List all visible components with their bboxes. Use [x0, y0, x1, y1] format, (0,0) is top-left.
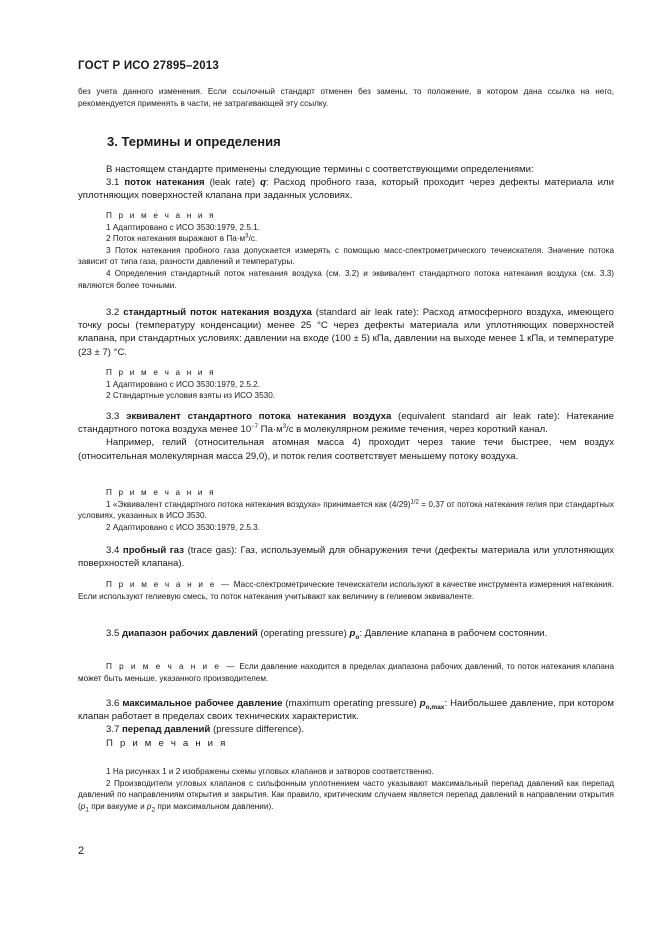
lead-paragraph: В настоящем стандарте применены следующие термины с соответствующими определениями:: [106, 164, 534, 175]
note-item: 1 Адаптировано с ИСО 3530:1979, 2.5.2.: [106, 379, 261, 389]
term-name: поток натекания: [124, 177, 205, 189]
notes-3-1: [78, 210, 614, 291]
standard-header: ГОСТ Р ИСО 27895–2013: [78, 60, 219, 72]
note-item: 1 «Эквивалент стандартного потока натекания воздуха» принимается как $(4/29)^{1/2} = 0,37$ от потока натекания гелия при стандартных условиях, указанных в ИСО 3530.: [78, 498, 614, 521]
intro-paragraph: без учета данного изменения. Если ссылочный стандарт отменен без замены, то положение, в котором дана ссылка на него, рекомендуется применять в части, не затрагивающей эту ссылку.: [78, 87, 614, 108]
terms-3-6-3-7: [78, 697, 614, 750]
term-3-3: 3.3 эквивалент стандартного потока натекания воздуха (equivalent standard air leak rate): Натекание стандартного потока воздуха менее $10^{-7}$ $Па\cdot м^3/с$ в молекулярном режиме течения, через короткий канал. Например, гелий (относительная атомная масса 4) проходит через такие течи быстрее, чем воздух (относительная молекулярная масса 29,0), и поток гелия соответствует меньшему потоку воздуха.: [78, 411, 614, 462]
notes-label: П р и м е ч а н и я: [106, 211, 216, 220]
term-definition: (standard air leak rate): Расход атмосферного воздуха, имеющего точку росы (температуру конденсации) менее 25 °С через дефекты материала или уплотняющих поверхностей клапана, при стандартных условиях: давлении на входе (100 ± 5) кПа, давлении на выходе менее 1 кПа, и температуре (23 ± 7) °С.: [78, 307, 614, 358]
term-3-6: 3.6 максимальное рабочее давление (maximum operating pressure) $p_{o,max}$: Наибольшее давление, при котором клапан работает в пределах своих технических характеристик.: [78, 698, 614, 723]
notes-3-7: [78, 766, 614, 812]
notes-3-2: [78, 367, 614, 402]
term-definition: : Расход пробного газа, который проходит через дефекты материала или уплотняющих поверхностей клапана при заданных условиях.: [78, 177, 614, 202]
notes-3-3: [78, 487, 614, 533]
note-item: 2 Адаптировано с ИСО 3530:1979, 2.5.3.: [106, 522, 261, 532]
note-item: 2 Производители угловых клапанов с сильфонным уплотнением часто указывают максимальный перепад давлений как перепад давлений по направлениям открытия и закрытия. Как правило, критическим случаем является перепад давлений в направлении открытия ($p_1$ при вакууме и $p_2$ при максимальном давлении).: [78, 778, 614, 814]
note-label: П р и м е ч а н и е —: [106, 662, 237, 671]
term-3-1: [78, 176, 614, 202]
note-item: 2 Поток натекания выражают в $Па\cdot м^3/с$.: [106, 233, 258, 244]
notes-label: П р и м е ч а н и я: [106, 737, 228, 749]
note-item: 4 Определения стандартный поток натекания воздуха (см. 3.2) и эквивалент стандартного потока натекания воздуха (см. 3.3) являются более точными.: [78, 268, 614, 290]
term-symbol: q: [260, 177, 266, 189]
term-definition: (trace gas): Газ, используемый для обнаружения течи (дефекты материала или уплотняющих поверхностей клапана).: [78, 545, 614, 570]
term-3-4: 3.4 пробный газ (trace gas): Газ, используемый для обнаружения течи (дефекты материала или уплотняющих поверхностей клапана).: [78, 545, 614, 570]
note-item: 1 Адаптировано с ИСО 3530:1979, 2.5.1.: [106, 222, 261, 232]
notes-label: П р и м е ч а н и я: [106, 368, 216, 377]
term-number: 3.1: [106, 177, 125, 189]
note-item: 3 Поток натекания пробного газа допускается измерять с помощью масс-спектрометрического течеискателя. Значение потока зависит от типа газа, разности давлений и температуры.: [78, 245, 614, 267]
term-3-7: 3.7 перепад давлений (pressure difference).: [106, 724, 304, 736]
notes-label: П р и м е ч а н и я: [106, 488, 216, 497]
term-3-5: 3.5 диапазон рабочих давлений (operating pressure) $p_o$: Давление клапана в рабочем состоянии.: [106, 628, 548, 641]
term-name: эквивалент стандартного потока натекания воздуха: [126, 411, 392, 422]
term-name: стандартный поток натекания воздуха: [123, 307, 312, 318]
term-english: (leak rate): [204, 177, 261, 189]
note-item: 2 Стандартные условия взяты из ИСО 3530.: [106, 391, 276, 401]
note-item: 1 На рисунках 1 и 2 изображены схемы угловых клапанов и затворов соответственно.: [106, 767, 434, 776]
note-label: П р и м е ч а н и е —: [106, 580, 232, 589]
terms-block-1: [78, 163, 614, 203]
note-3-5: П р и м е ч а н и е — Если давление находится в пределах диапазона рабочих давлений, то поток натекания клапана может быть меньше, указанного производителем.: [78, 662, 614, 683]
section-title: 3. Термины и определения: [107, 134, 281, 149]
term-3-2: 3.2 стандартный поток натекания воздуха (standard air leak rate): Расход атмосферного воздуха, имеющего точку росы (температуру конденсации) менее 25 °С через дефекты материала или уплотняющих поверхностей клапана, при стандартных условиях: давлении на входе (100 ± 5) кПа, давлении на выходе менее 1 кПа, и температуре (23 ± 7) °С.: [78, 307, 614, 358]
page-number: 2: [78, 845, 85, 857]
term-name: диапазон рабочих давлений: [122, 628, 258, 639]
example-paragraph: Например, гелий (относительная атомная масса 4) проходит через такие течи быстрее, чем воздух (относительная молекулярная масса 29,0), и поток гелия соответствует меньшему потоку воздуха.: [78, 437, 614, 462]
term-name: пробный газ: [122, 545, 185, 556]
note-3-4: П р и м е ч а н и е — Масс-спектрометрические течеискатели используют в качестве инструмента измерения натекания. Если используют гелиевую смесь, то поток натекания учитывают как величину в гелиевом эквиваленте.: [78, 580, 614, 601]
